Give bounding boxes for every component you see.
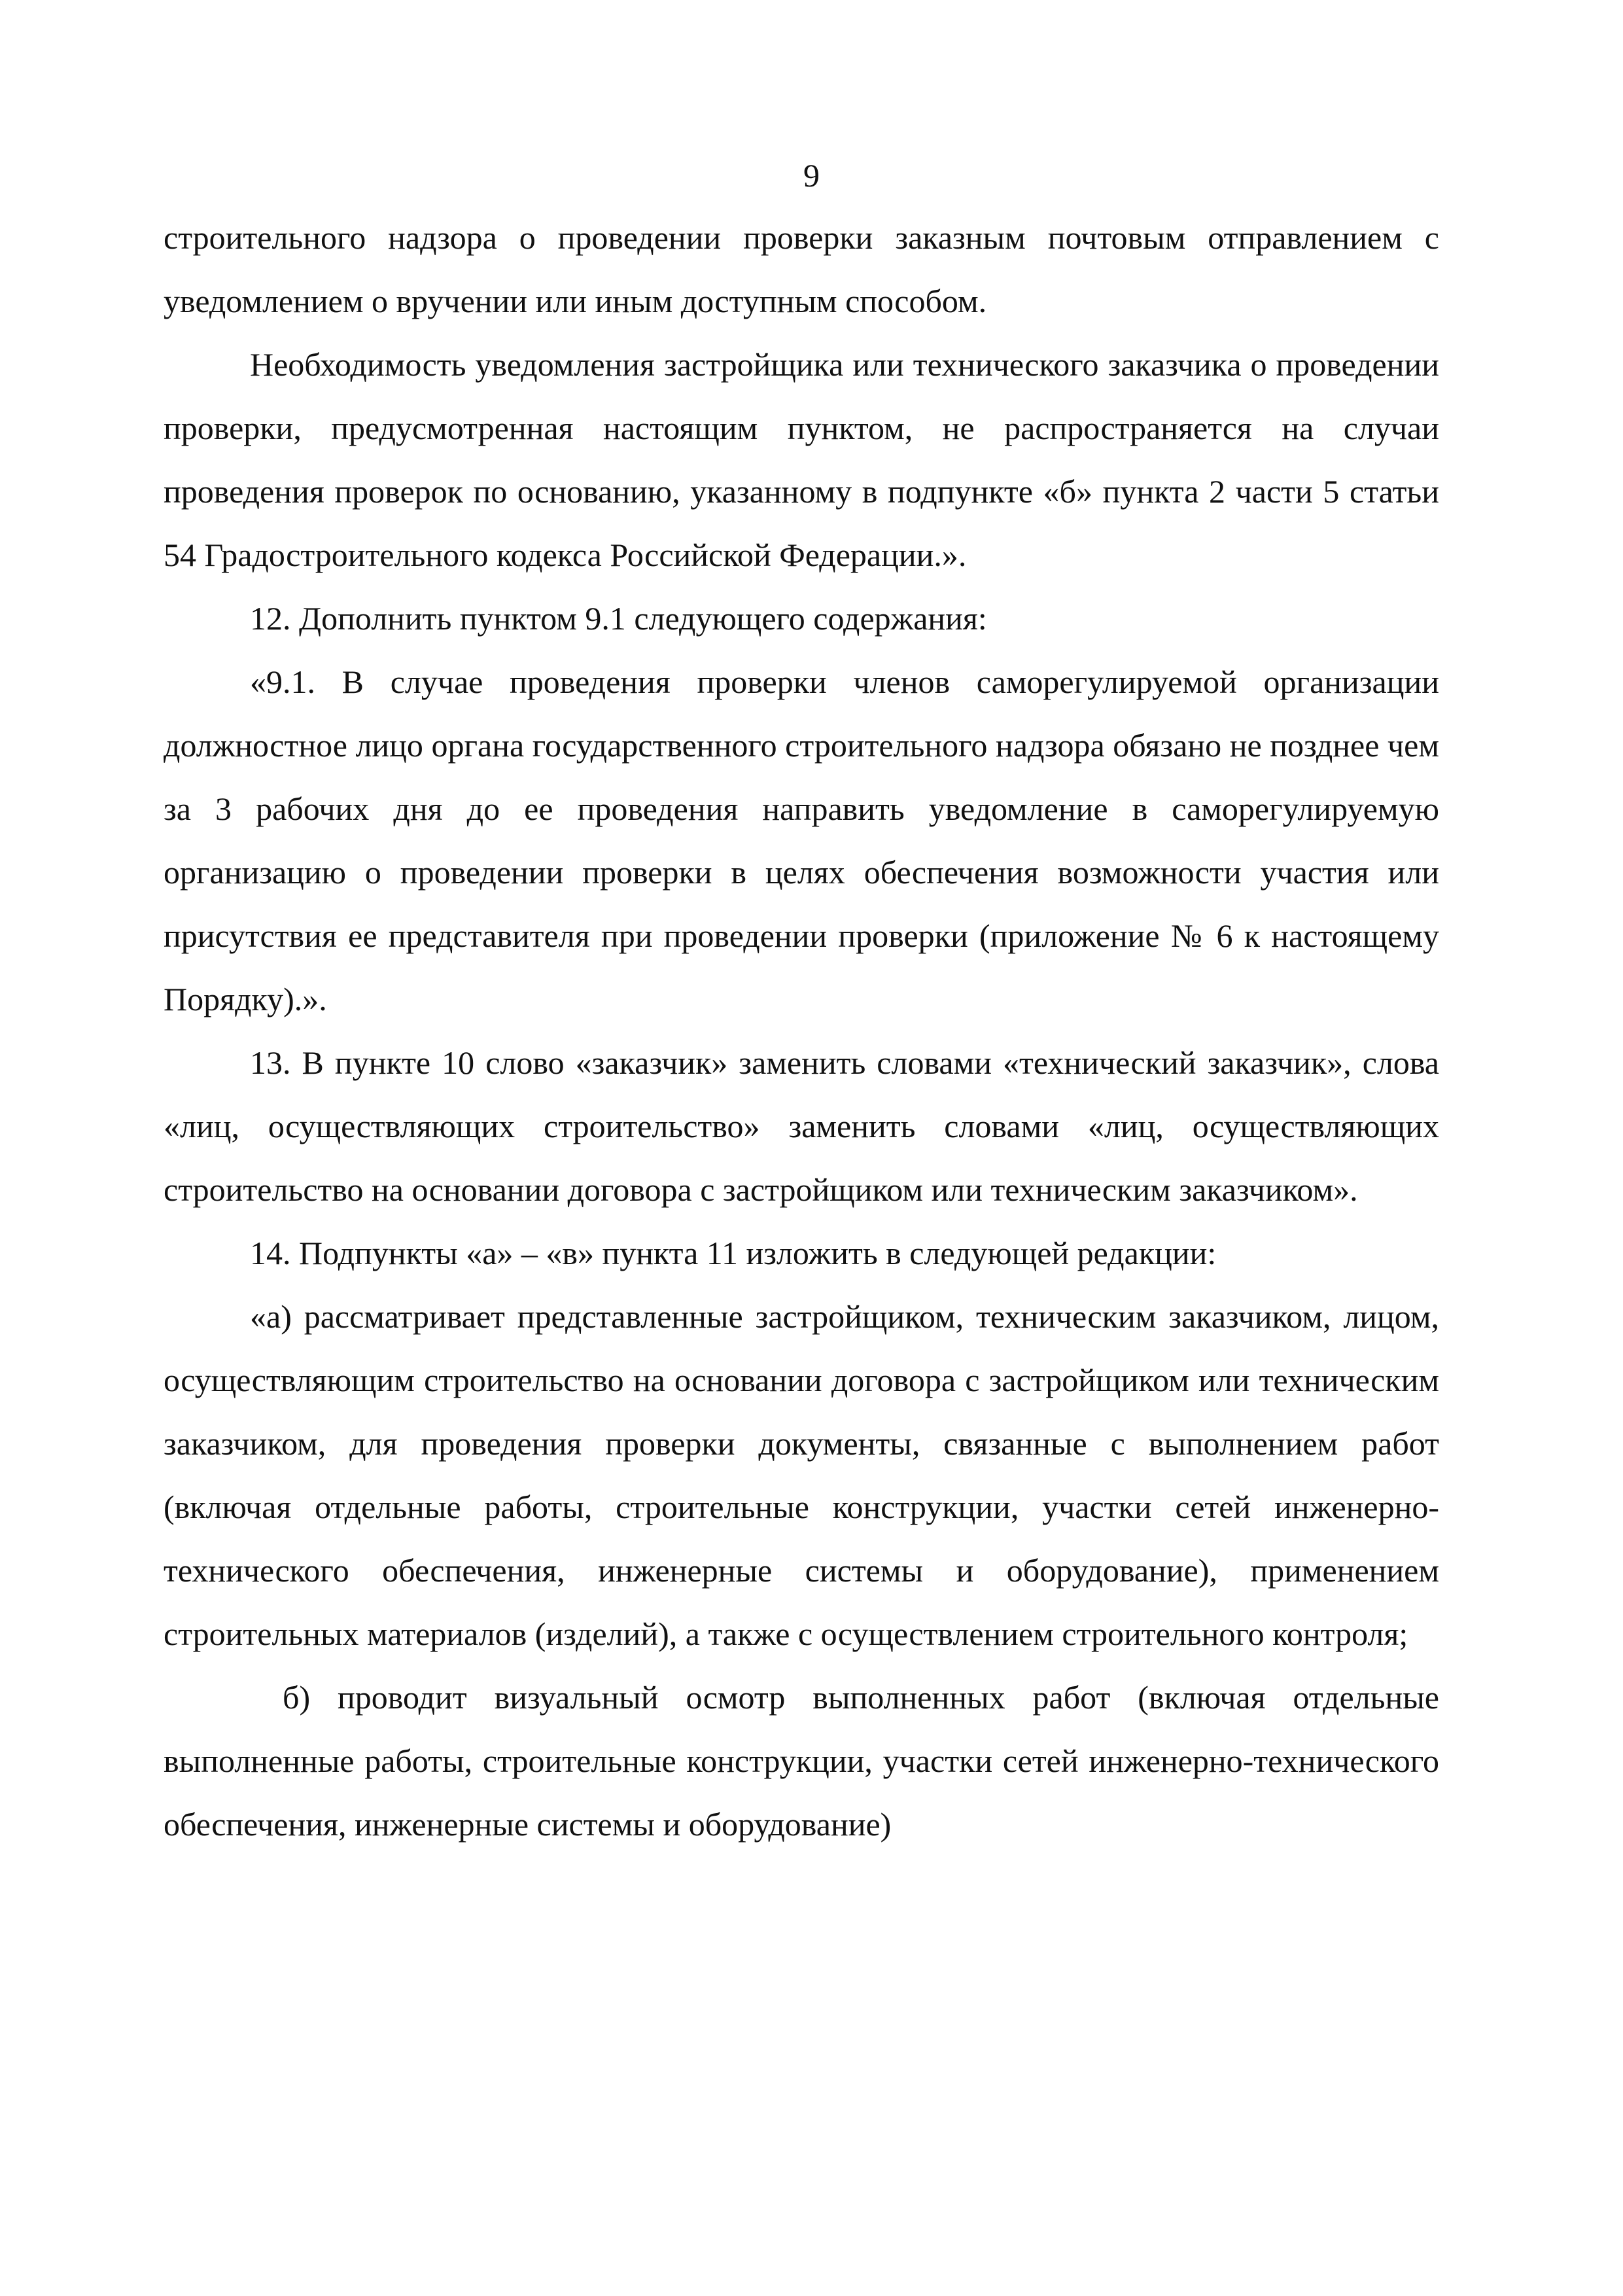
paragraph-7: «а) рассматривает представленные застройщиком, техническим заказчиком, лицом, осуществляющим строительство на основании договора с застройщиком или техническим заказчиком, для проведения проверки документы, связанные с выполнением работ (включая отдельные работы, строительные конструкции, участки сетей инженерно-технического обеспечения, инженерные системы и оборудование), применением строительных материалов (изделий), а также с осуществлением строительного контроля; bbox=[164, 1298, 1439, 1652]
page-number: 9 bbox=[803, 157, 820, 194]
paragraph-4: «9.1. В случае проведения проверки членов саморегулируемой организации должностное лицо органа государственного строительного надзора обязано не позднее чем за 3 рабочих дня до ее проведения направить уведомление в саморегулируемую организацию о проведении проверки в целях обеспечения возможности участия или присутствия ее представителя при проведении проверки (приложение № 6 к настоящему Порядку).». bbox=[164, 663, 1439, 1017]
paragraph-2: Необходимость уведомления застройщика или технического заказчика о проведении проверки, предусмотренная настоящим пунктом, не распространяется на случаи проведения проверок по основанию, указанному в подпункте «б» пункта 2 части 5 статьи 54 Градостроительного кодекса Российской Федерации.». bbox=[164, 346, 1439, 573]
document-body bbox=[164, 206, 1439, 1856]
paragraph-1: строительного надзора о проведении проверки заказным почтовым отправлением с уведомлением о вручении или иным доступным способом. bbox=[164, 219, 1439, 319]
paragraph-8: б) проводит визуальный осмотр выполненных работ (включая отдельные выполненные работы, строительные конструкции, участки сетей инженерно-технического обеспечения, инженерные системы и оборудование) bbox=[164, 1679, 1439, 1843]
paragraph-3: 12. Дополнить пунктом 9.1 следующего содержания: bbox=[250, 600, 987, 637]
paragraph-5: 13. В пункте 10 слово «заказчик» заменить словами «технический заказчик», слова «лиц, осуществляющих строительство» заменить словами «лиц, осуществляющих строительство на основании договора с застройщиком или техническим заказчиком». bbox=[164, 1044, 1439, 1208]
paragraph-6: 14. Подпункты «а» – «в» пункта 11 изложить в следующей редакции: bbox=[250, 1235, 1217, 1271]
